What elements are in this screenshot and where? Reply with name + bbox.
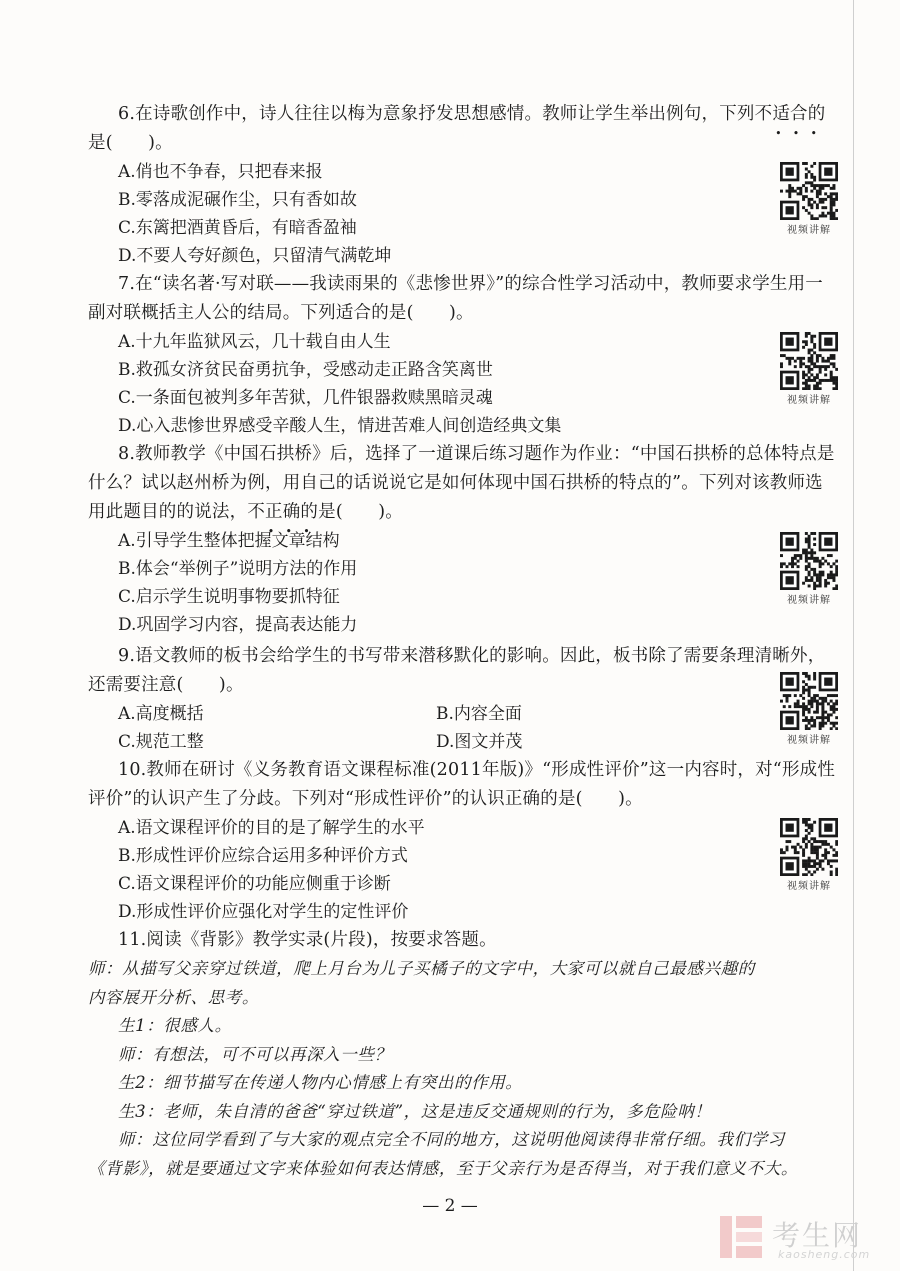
option-d: D.形成性评价应强化对学生的定性评价 [118, 902, 409, 922]
option-d: D.图文并茂 [436, 732, 523, 752]
video-qr-code[interactable] [778, 818, 840, 894]
option-d: D.心入悲惨世界感受辛酸人生，情进苦难人间创造经典文集 [118, 416, 562, 436]
video-qr-code[interactable] [778, 532, 840, 608]
qr-code-icon [780, 818, 838, 876]
option-b: B.零落成泥碾作尘，只有香如故 [118, 190, 357, 210]
question-list [88, 100, 838, 1183]
emphasis-text: 不适合 [754, 104, 808, 124]
transcript-line: 生2：细节描写在传递人物内心情感上有突出的作用。 [118, 1073, 523, 1092]
qr-caption: 视频讲解 [787, 881, 831, 892]
qr-code-icon [780, 162, 838, 220]
option-b: B.形成性评价应综合运用多种评价方式 [118, 846, 408, 866]
teaching-transcript [88, 955, 838, 1183]
qr-caption: 视频讲解 [787, 735, 831, 746]
option-c: C.规范工整 [118, 732, 204, 752]
transcript-line: 师：从描写父亲穿过铁道，爬上月台为儿子买橘子的文字中，大家可以就自己最感兴趣的 [88, 959, 755, 978]
video-qr-code[interactable] [778, 162, 840, 238]
option-a: A.语文课程评价的目的是了解学生的水平 [118, 818, 425, 838]
qr-caption: 视频讲解 [787, 595, 831, 606]
option-a: A.引导学生整体把握文章结构 [118, 531, 340, 551]
option-a: A.十九年监狱风云，几十载自由人生 [118, 332, 391, 352]
transcript-line: 师：有想法，可不可以再深入一些？ [118, 1044, 392, 1064]
option-d: D.巩固学习内容，提高表达能力 [118, 615, 358, 635]
watermark-domain: kaosheng.com [778, 1248, 871, 1261]
qr-code-icon [780, 672, 838, 730]
option-a: A.高度概括 [118, 704, 204, 724]
question-8 [88, 440, 838, 642]
transcript-line: 生3：老师，朱自清的爸爸“穿过铁道”，这是违反交通规则的行为，多危险呐！ [118, 1101, 712, 1121]
kaosheng-logo-icon [718, 1214, 766, 1260]
transcript-line: 《背影》，就是要通过文字来体验如何表达情感，至于父亲行为是否得当，对于我们意义不大。 [88, 1158, 798, 1178]
transcript-line: 师：这位同学看到了与大家的观点完全不同的地方，这说明他阅读得非常仔细。我们学习 [118, 1130, 785, 1149]
watermark-brand: 考生网 [772, 1219, 863, 1252]
transcript-line: 生1：很感人。 [118, 1016, 232, 1035]
video-qr-code[interactable] [778, 332, 840, 408]
qr-caption: 视频讲解 [787, 225, 831, 236]
option-grid [88, 700, 838, 756]
question-stem: 8.教师教学《中国石拱桥》后，选择了一道课后练习题作为作业：“中国石拱桥的总体特点是什么？试以赵州桥为例，用自己的话说说它是如何体现中国石拱桥的特点的”。下列对该教师选用此题目的的说法，不正确的是( )。 [88, 444, 835, 522]
option-c: C.东篱把酒黄昏后，有暗香盈袖 [118, 218, 357, 238]
transcript-line: 内容展开分析、思考。 [88, 987, 259, 1007]
watermark [716, 1212, 886, 1262]
option-b: B.体会“举例子”说明方法的作用 [118, 559, 358, 579]
qr-code-icon [780, 532, 838, 590]
option-a: A.俏也不争春，只把春来报 [118, 162, 323, 182]
option-b: B.内容全面 [436, 704, 522, 724]
question-9 [88, 642, 838, 756]
page-number: — 2 — [422, 1196, 478, 1216]
option-d: D.不要人夸好颜色，只留清气满乾坤 [118, 246, 392, 266]
option-c: C.一条面包被判多年苦狱，几件银器救赎黑暗灵魂 [118, 388, 493, 408]
option-b: B.救孤女济贫民奋勇抗争，受感动走正路含笑离世 [118, 360, 493, 380]
option-c: C.语文课程评价的功能应侧重于诊断 [118, 874, 391, 894]
emphasis-text: 不正确 [247, 502, 301, 522]
question-stem: 10.教师在研讨《义务教育语文课程标准(2011年版)》“形成性评价”这一内容时，对“形成性评价”的认识产生了分歧。下列对“形成性评价”的认识正确的是( )。 [88, 760, 836, 809]
question-stem: 9.语文教师的板书会给学生的书写带来潜移默化的影响。因此，板书除了需要条理清晰外，还需要注意( )。 [88, 646, 826, 695]
question-stem: 11.阅读《背影》教学实录(片段)，按要求答题。 [118, 930, 497, 950]
question-6 [88, 100, 838, 270]
qr-code-icon [780, 332, 838, 390]
question-7 [88, 270, 838, 440]
video-qr-code[interactable] [778, 672, 840, 748]
question-stem: 7.在“读名著·写对联——我读雨果的《悲惨世界》”的综合性学习活动中，教师要求学生用一副对联概括主人公的结局。下列适合的是( )。 [88, 274, 823, 323]
question-10 [88, 756, 838, 926]
question-11 [88, 926, 838, 1183]
page-edge-line [853, 0, 854, 1271]
qr-caption: 视频讲解 [787, 395, 831, 406]
option-c: C.启示学生说明事物要抓特征 [118, 587, 340, 607]
question-stem: 6.在诗歌创作中，诗人往往以梅为意象抒发思想感情。教师让学生举出例句，下列不适合的是( )。 [88, 104, 826, 153]
